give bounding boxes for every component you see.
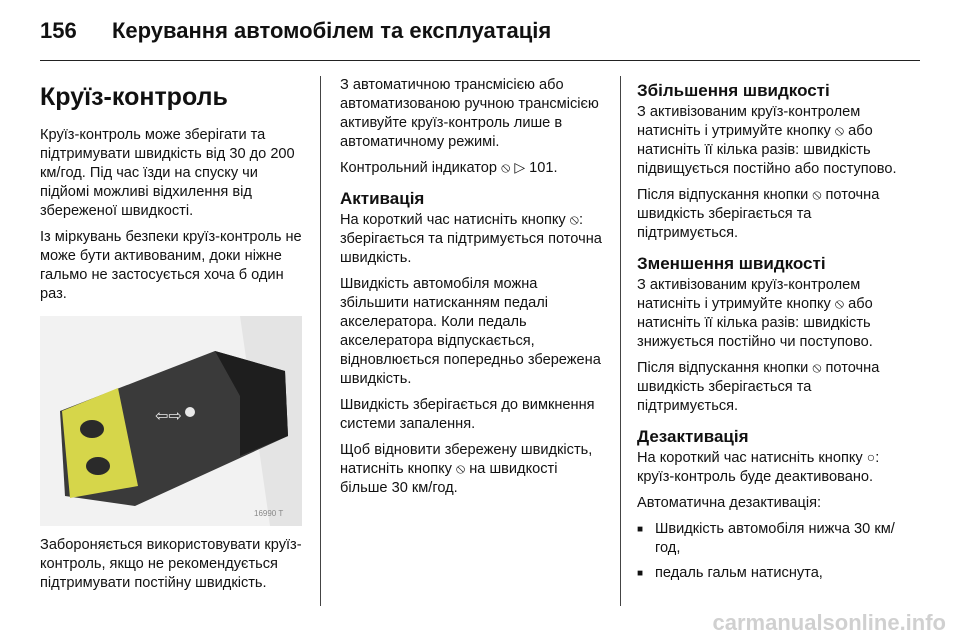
resume-button-icon — [80, 420, 104, 438]
column-1 — [40, 76, 302, 600]
heading-increase: Збільшення швидкості — [637, 81, 830, 100]
text-segment: З активізованим круїз-контролем натисніть і утримуйте кнопку — [637, 277, 861, 312]
indicator-text: Контрольний індикатор — [340, 160, 498, 176]
text-segment: або натисніть її кілька разів: швидкість підвищується постійно або поступово. — [637, 123, 897, 177]
resume-button-icon: ⦸ — [456, 460, 466, 476]
text-segment: або натисніть її кілька разів: швидкість знижується постійно чи поступово. — [637, 296, 873, 350]
paragraph: Автоматична дезактивація: — [637, 495, 822, 511]
heading-decrease: Зменшення швидкості — [637, 254, 826, 273]
cruise-control-stalk-figure — [40, 316, 302, 526]
section-title: Керування автомобілем та експлуатація — [112, 18, 552, 43]
paragraph: Швидкість автомобіля можна збільшити натисканням педалі акселератора. Коли педаль акселератора відпускається, відновлюється попередньо збережена швидкість. — [340, 276, 601, 387]
paragraph: Швидкість зберігається до вимкнення системи запалення. — [340, 397, 595, 432]
resume-button-icon: ⦸ — [834, 122, 845, 138]
triangle-arrow-icon[interactable]: ▷ — [514, 159, 526, 175]
heading-activation: Активація — [340, 189, 425, 208]
paragraph: З автоматичною трансмісією або автоматизованою ручною трансмісією активуйте круїз-контроль лише в автоматичному режимі. — [340, 77, 599, 150]
heading-deactivation: Дезактивація — [637, 427, 749, 446]
text-segment: : круїз-контроль буде деактивовано. — [637, 450, 880, 485]
paragraph — [637, 449, 899, 487]
text-segment: Після відпускання кнопки — [637, 360, 809, 376]
chapter-heading: Круїз-контроль — [40, 83, 228, 111]
column-divider-2 — [620, 76, 621, 606]
switch-arrows-icon: ⇦⇨ — [155, 406, 182, 425]
deactivation-list — [637, 520, 899, 583]
column-divider-1 — [320, 76, 321, 606]
page-number: 156 — [40, 18, 77, 43]
paragraph — [637, 186, 899, 243]
set-button-icon: ⦸ — [812, 359, 822, 375]
list-item: ■ Швидкість автомобіля нижча 30 км/год, — [637, 520, 899, 558]
text-segment: поточна швидкість зберігається та підтримується. — [637, 360, 880, 414]
paragraph: Із міркувань безпеки круїз-контроль не може бути активованим, доки ніжне гальмо не застосується хоча б один раз. — [40, 229, 302, 302]
paragraph — [340, 211, 602, 268]
paragraph: Забороняється використовувати круїз-контроль, якщо не рекомендується підтримувати постійну швидкість. — [40, 537, 302, 591]
column-2 — [340, 76, 602, 505]
page-reference[interactable]: 101. — [529, 160, 558, 176]
text-segment: Щоб відновити збережену швидкість, натисніть кнопку — [340, 442, 593, 477]
list-item: ■ педаль гальм натиснута, — [637, 564, 899, 583]
set-button-icon: ⦸ — [569, 211, 579, 227]
figure-code: 16990 T — [254, 509, 284, 518]
watermark: carmanualsonline.info — [712, 610, 946, 635]
paragraph — [340, 441, 602, 498]
paragraph: Круїз-контроль може зберігати та підтримувати швидкість від 30 до 200 км/год. Під час їзди на спуску чи підйомі можливі відхилення від збереженої швидкості. — [40, 127, 295, 219]
cancel-button-icon: ○ — [866, 449, 876, 465]
text-segment: На короткий час натисніть кнопку — [340, 212, 566, 228]
column-3 — [637, 76, 899, 589]
text-segment: З активізованим круїз-контролем натисніть і утримуйте кнопку — [637, 104, 861, 139]
paragraph — [637, 276, 899, 352]
set-button-icon — [86, 457, 110, 475]
text-segment: На короткий час натисніть кнопку — [637, 450, 863, 466]
text-segment: поточна швидкість зберігається та підтримується. — [637, 187, 880, 241]
cancel-dot-icon — [185, 407, 195, 417]
set-button-icon: ⦸ — [834, 295, 845, 311]
text-segment: на швидкості більше 30 км/год. — [340, 461, 558, 496]
text-segment: Після відпускання кнопки — [637, 187, 809, 203]
cruise-indicator-icon: ⦸ — [501, 159, 511, 175]
paragraph — [637, 359, 899, 416]
header-rule — [40, 60, 920, 61]
text-segment: : зберігається та підтримується поточна швидкість. — [340, 212, 602, 266]
paragraph — [637, 103, 899, 179]
paragraph — [340, 159, 602, 178]
page-header — [40, 18, 920, 48]
resume-button-icon: ⦸ — [812, 186, 822, 202]
